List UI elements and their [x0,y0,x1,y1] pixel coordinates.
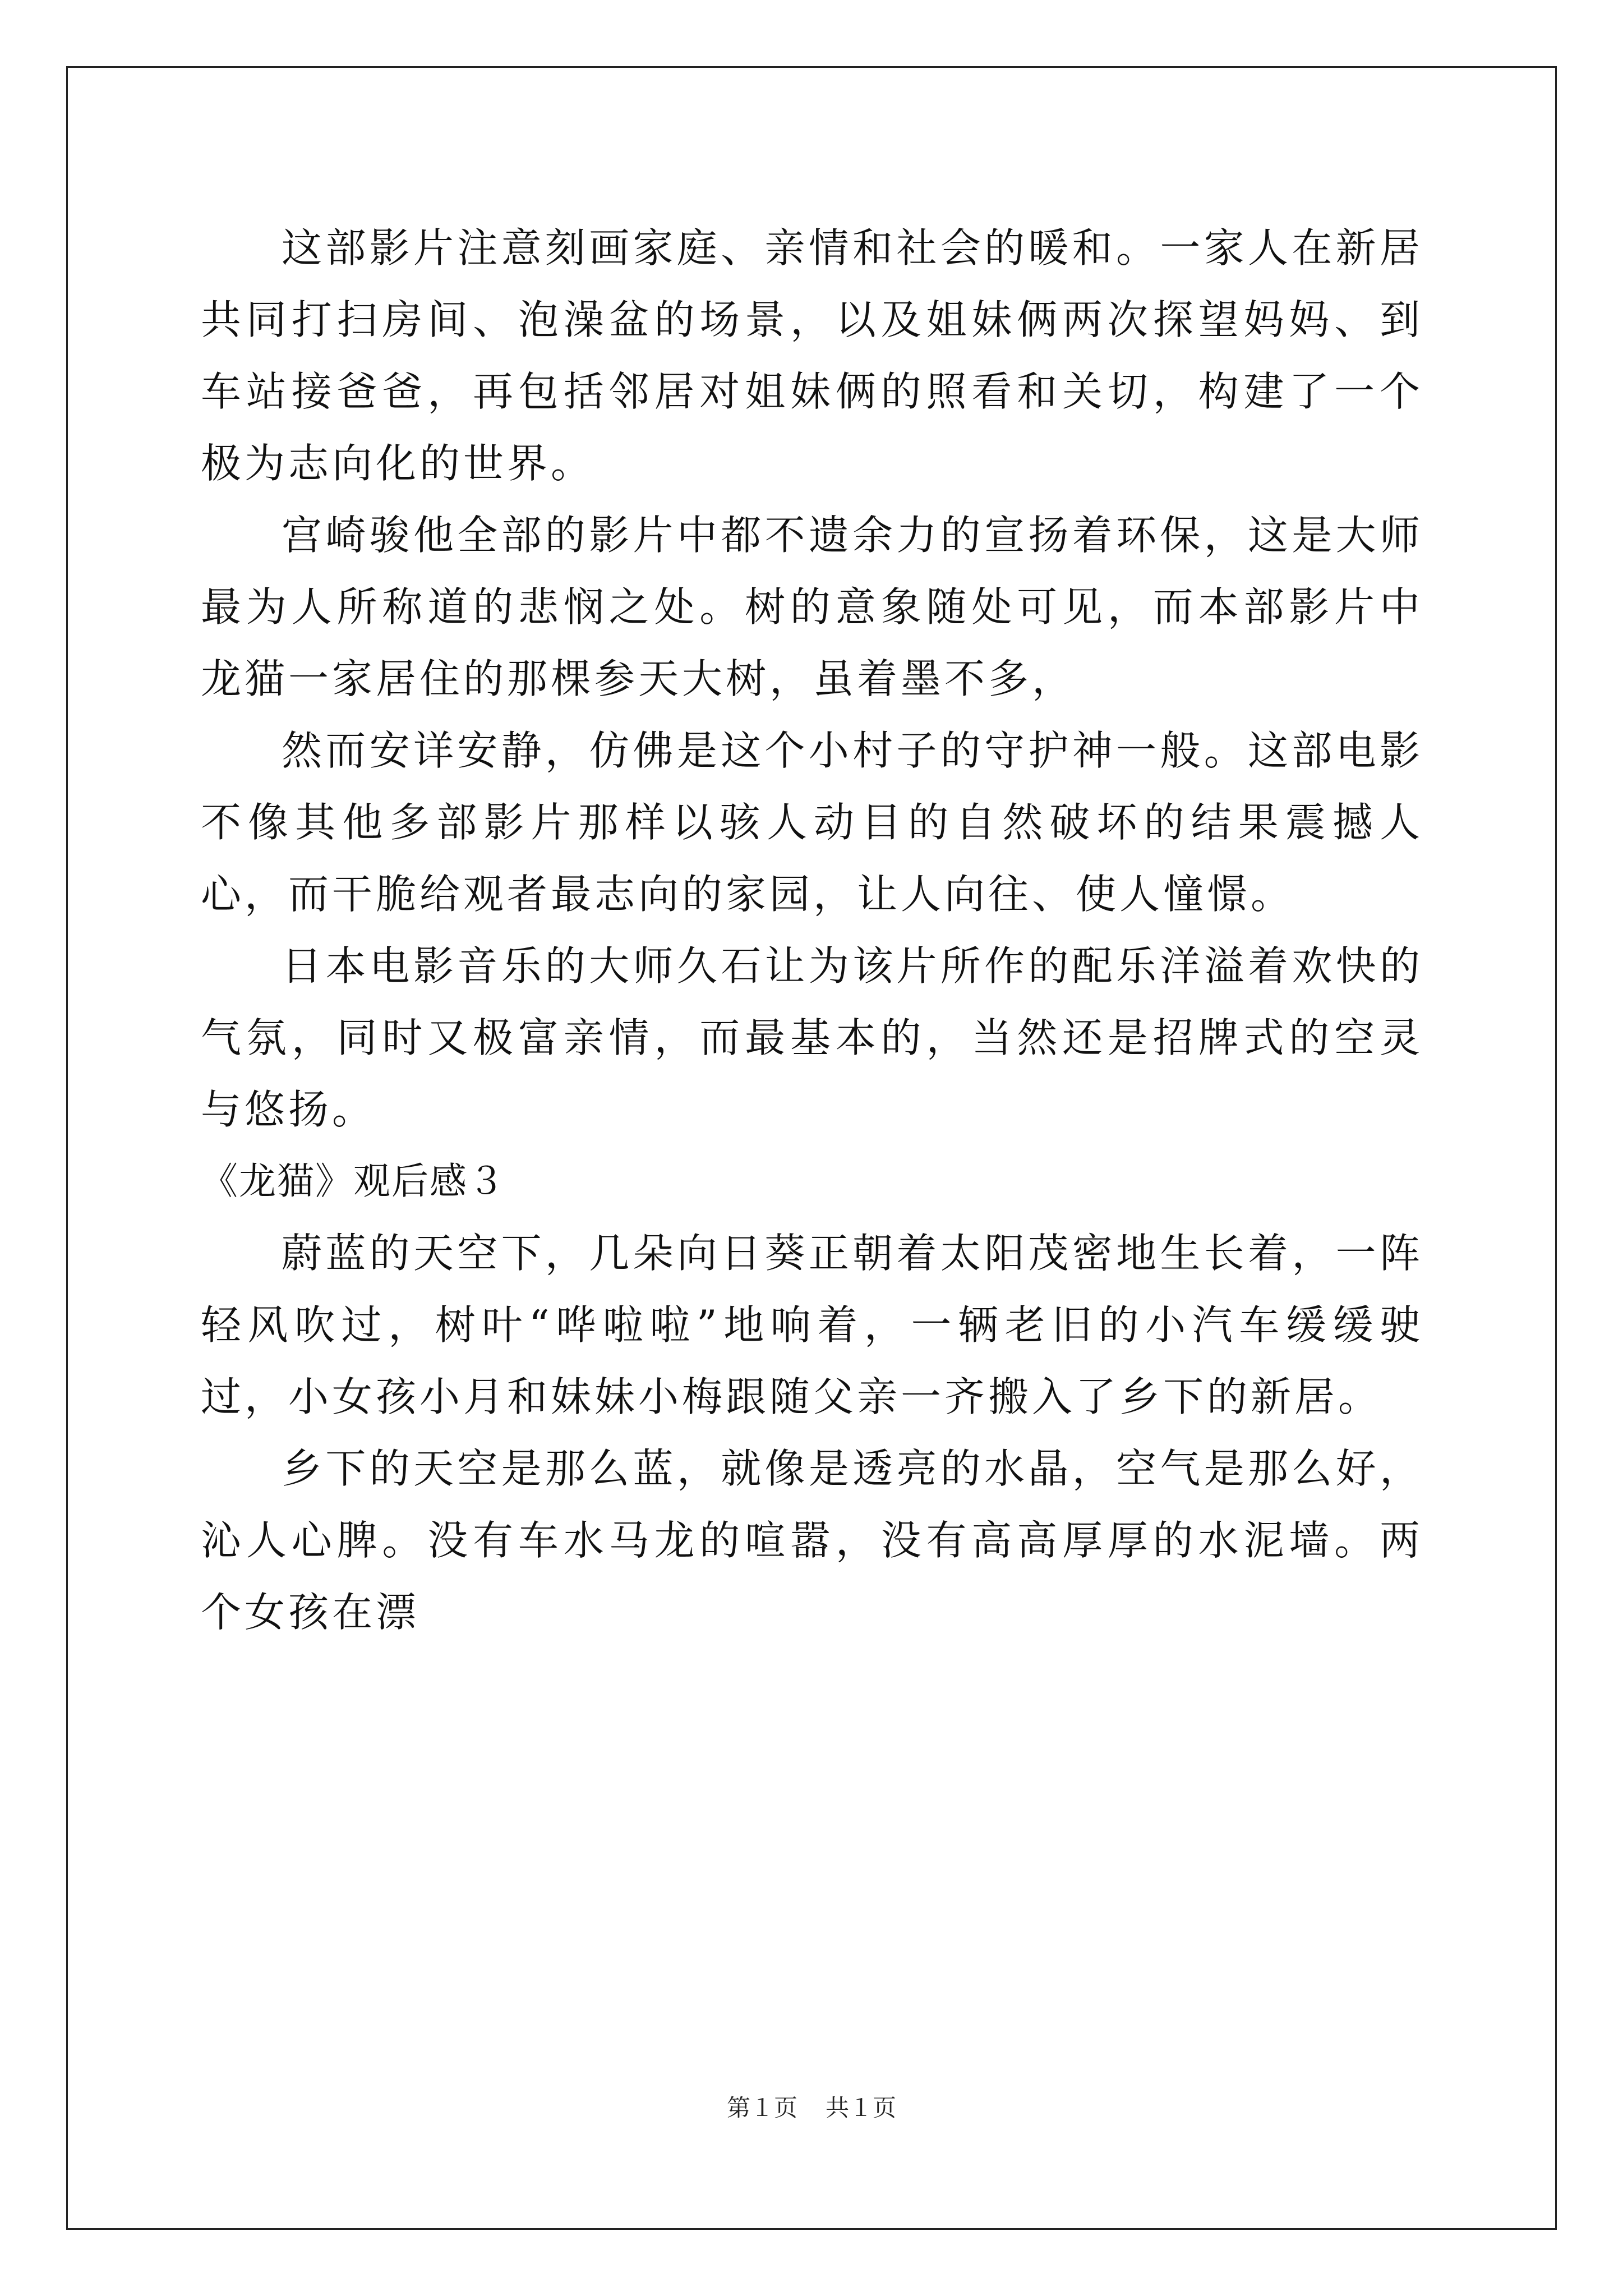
section-heading: 《龙猫》观后感３ [201,1159,506,1203]
page-total: 共１页 [826,2094,897,2122]
paragraph: 蔚蓝的天空下，几朵向日葵正朝着太阳茂密地生长着，一阵轻风吹过，树叶“哗啦啦”地响着，一辆老旧的小汽车缓缓驶过，小女孩小月和妹妹小梅跟随父亲一齐搬入了乡下的新居。 [201,1230,1423,1420]
page-number: 第１页 [726,2094,797,2122]
document-body [201,212,1423,1648]
paragraph: 然而安详安静，仿佛是这个小村子的守护神一般。这部电影不像其他多部影片那样以骇人动目的自然破坏的结果震撼人心，而干脆给观者最志向的家园，让人向往、使人憧憬。 [201,727,1423,918]
page-footer [0,2091,1623,2125]
paragraph: 日本电影音乐的大师久石让为该片所作的配乐洋溢着欢快的气氛，同时又极富亲情，而最基本的，当然还是招牌式的空灵与悠扬。 [201,942,1423,1133]
paragraph: 乡下的天空是那么蓝，就像是透亮的水晶，空气是那么好，沁人心脾。没有车水马龙的喧嚣，没有高高厚厚的水泥墙。两个女孩在漂 [201,1445,1423,1636]
paragraph: 这部影片注意刻画家庭、亲情和社会的暖和。一家人在新居共同打扫房间、泡澡盆的场景，以及姐妹俩两次探望妈妈、到车站接爸爸，再包括邻居对姐妹俩的照看和关切，构建了一个极为志向化的世界。 [201,224,1423,487]
paragraph: 宫崎骏他全部的影片中都不遗余力的宣扬着环保，这是大师最为人所称道的悲悯之处。树的意象随处可见，而本部影片中龙猫一家居住的那棵参天大树，虽着墨不多， [201,512,1423,702]
